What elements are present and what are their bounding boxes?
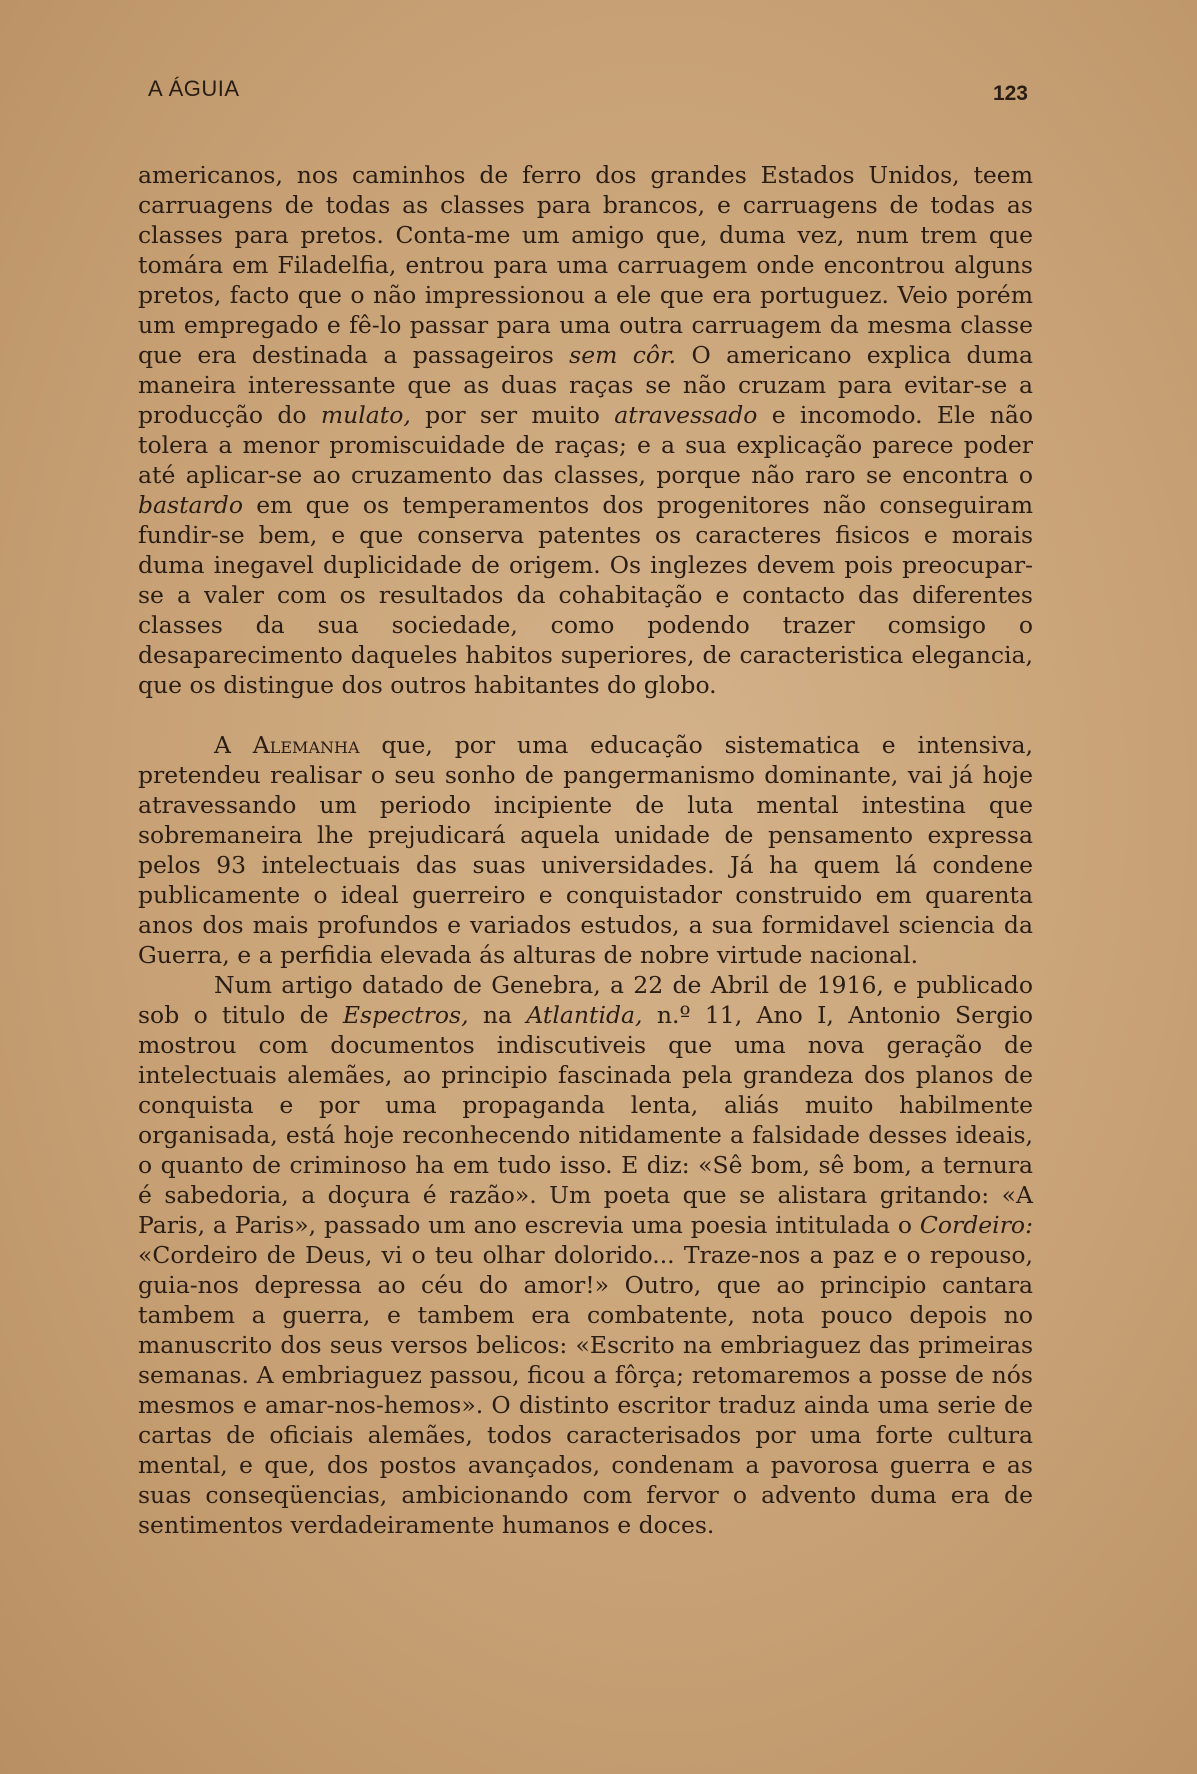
text-run: O americano explica duma maneira interessante que as duas raças se não cruzam para evitar-se a producção do	[138, 341, 1034, 429]
italic-term: Atlantida,	[526, 1001, 643, 1029]
text-run: na	[468, 1001, 527, 1029]
body-text	[138, 160, 1033, 1540]
page-number: 123	[992, 82, 1028, 105]
paragraph-americans	[138, 160, 1033, 700]
paragraph-sergio-article	[138, 970, 1033, 1540]
italic-term: Cordeiro:	[919, 1211, 1033, 1239]
italic-term: Espectros,	[342, 1001, 469, 1029]
text-run: «Cordeiro de Deus, vi o teu olhar dolorido... Traze-nos a paz e o repouso, guia-nos depressa ao céu do amor!» Outro, que ao principio cantara tambem a guerra, e tambem era combatente, nota pouco depois no manuscrito dos seus versos belicos: «Escrito na embriaguez das primeiras semanas. A embriaguez passou, ficou a fôrça; retomaremos a posse de nós mesmos e amar-nos-hemos». O distinto escritor traduz ainda uma serie de cartas de oficiais alemães, todos caracterisados por uma forte cultura mental, e que, dos postos avançados, condenam a pavorosa guerra e as suas conseqüencias, ambicionando com fervor o advento duma era de sentimentos verdadeiramente humanos e doces.	[138, 1241, 1033, 1539]
journal-title: A ÁGUIA	[148, 76, 240, 101]
text-run: que, por uma educação sistematica e intensiva, pretendeu realisar o seu sonho de pangermanismo dominante, vai já hoje atravessando um periodo incipiente de luta mental intestina que sobremaneira lhe prejudicará aquela unidade de pensamento expressa pelos 93 intelectuais das suas universidades. Já ha quem lá condene publicamente o ideal guerreiro e conquistador construido em quarenta anos dos mais profundos e variados estudos, a sua formidavel sciencia da Guerra, e a perfidia elevada ás alturas de nobre virtude nacional.	[138, 731, 1033, 969]
small-caps-lead: A Alemanha	[214, 731, 360, 759]
italic-term: bastardo	[138, 491, 243, 519]
italic-term: mulato,	[320, 401, 411, 429]
text-run: americanos, nos caminhos de ferro dos grandes Estados Unidos, teem carruagens de todas as classes para brancos, e carruagens de todas as classes para pretos. Conta-me um amigo que, duma vez, num trem que tomára em Filadelfia, entrou para uma carruagem onde encontrou alguns pretos, facto que o não impressionou a ele que era portuguez. Veio porém um empregado e fê-lo passar para uma outra carruagem da mesma classe que era destinada a passageiros	[138, 161, 1033, 369]
italic-term: atravessado	[614, 401, 758, 429]
text-run: n.º 11, Ano I, Antonio Sergio mostrou com documentos indiscutiveis que uma nova geração de intelectuais alemães, ao principio fascinada pela grandeza dos planos de conquista e por uma propaganda lenta, aliás muito habilmente organisada, está hoje reconhecendo nitidamente a falsidade desses ideais, o quanto de criminoso ha em tudo isso. E diz: «Sê bom, sê bom, a ternura é sabedoria, a doçura é razão». Um poeta que se alistara gritando: «A Paris, a Paris», passado um ano escrevia uma poesia intitulada o	[138, 1001, 1033, 1239]
text-run: por ser muito	[410, 401, 615, 429]
text-run: Num artigo datado de Genebra, a 22 de Abril de 1916, e publicado sob o titulo de	[138, 971, 1033, 1029]
italic-term: sem côr.	[569, 341, 677, 369]
running-header	[148, 72, 1028, 108]
paragraph-alemanha	[138, 730, 1033, 970]
text-run: em que os temperamentos dos progenitores não conseguiram fundir-se bem, e que conserva patentes os caracteres fisicos e morais duma inegavel duplicidade de origem. Os inglezes devem pois preocupar-se a valer com os resultados da cohabitação e contacto das diferentes classes da sua sociedade, como podendo trazer comsigo o desaparecimento daqueles habitos superiores, de caracteristica elegancia, que os distingue dos outros habitantes do globo.	[138, 491, 1033, 699]
text-run: e incomodo. Ele não tolera a menor promiscuidade de raças; e a sua explicação parece poder até aplicar-se ao cruzamento das classes, porque não raro se encontra o	[138, 401, 1033, 489]
